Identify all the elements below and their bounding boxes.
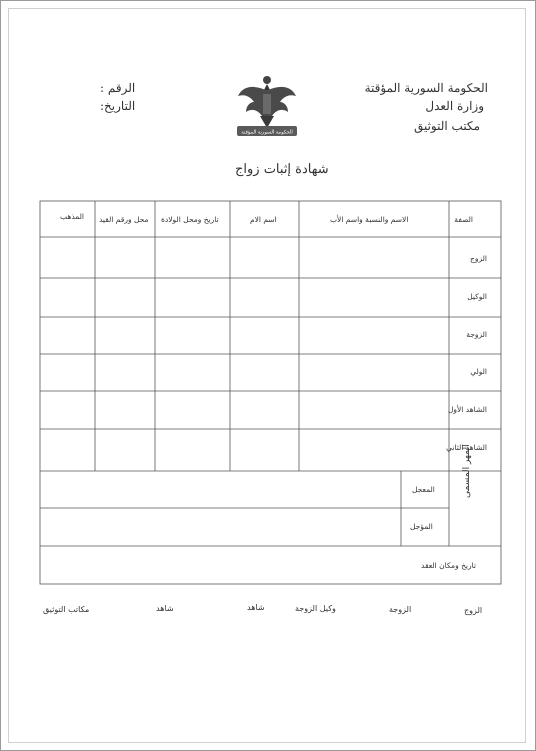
number-label: الرقم : xyxy=(100,81,136,95)
signature-wife-agent: وكيل الزوجة xyxy=(295,604,336,613)
dowry-deferred-label: المؤجل xyxy=(410,522,433,531)
dowry-advance-label: المعجل xyxy=(412,485,435,494)
header-full-name: الاسم والنسبة واسم الأب xyxy=(330,215,409,224)
row-label-guardian: الولي xyxy=(470,367,487,376)
signature-notary-office: مكاتب التوثيق xyxy=(43,605,90,614)
office-name: مكتب التوثيق xyxy=(413,119,480,133)
row-label-first-witness: الشاهد الأول xyxy=(447,405,487,414)
row-label-agent: الوكيل xyxy=(467,292,487,301)
header-registry: محل ورقم القيد xyxy=(99,215,149,224)
header-sect: المذهب xyxy=(60,212,84,221)
header-birth-date-place: تاريخ ومحل الولادة xyxy=(161,215,219,224)
signature-wife: الزوجة xyxy=(389,605,412,614)
signature-witness-1: شاهد xyxy=(247,603,265,612)
seal-text: الحكومة السورية المؤقتة xyxy=(241,129,293,136)
ministry-name: وزارة العدل xyxy=(425,99,484,113)
dowry-label: المهر المسمى xyxy=(462,444,472,498)
row-label-husband: الزوج xyxy=(470,254,487,263)
row-label-wife: الزوجة xyxy=(466,330,487,339)
document-title: شهادة إثبات زواج xyxy=(235,162,329,177)
government-name: الحكومة السورية المؤقتة xyxy=(364,81,488,95)
signature-witness-2: شاهد xyxy=(156,604,174,613)
row-label-second-witness: الشاهد الثاني xyxy=(446,443,487,452)
header-attribute: الصفة xyxy=(454,215,473,224)
signature-husband: الزوج xyxy=(464,606,483,615)
date-label: التاريخ: xyxy=(100,99,136,113)
header-mother-name: اسم الام xyxy=(250,215,277,224)
contract-date-label: تاريخ ومكان العقد xyxy=(421,561,476,570)
